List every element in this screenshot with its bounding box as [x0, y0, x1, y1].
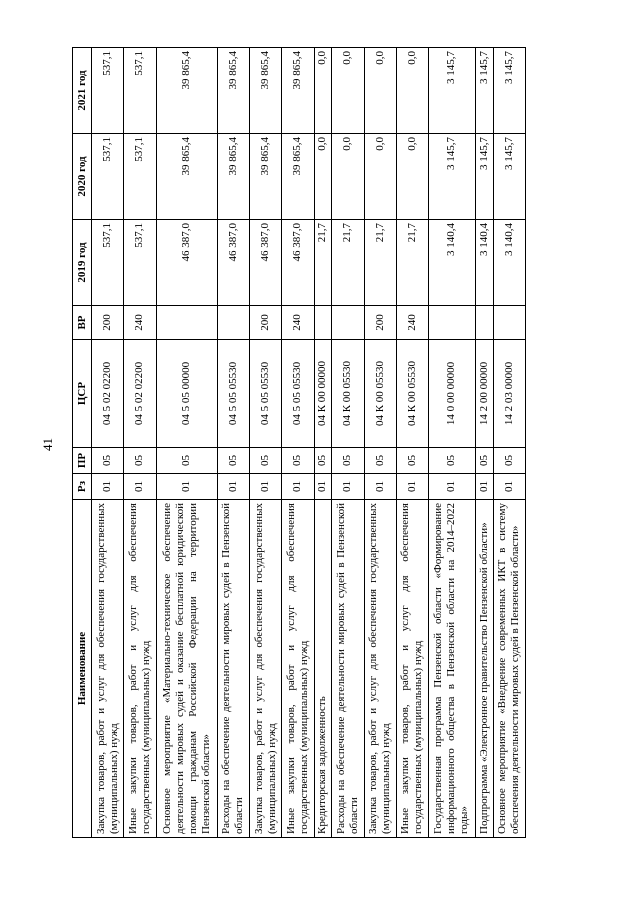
row-name: Основное мероприятие «Внедрение современных ИКТ в систему обеспечения деятельности мировых судей в Пензенской области» [493, 500, 525, 838]
row-pr: 05 [282, 448, 314, 474]
table-row [429, 48, 476, 838]
col-header-2020: 2020 год [73, 134, 92, 220]
row-2020: 0,0 [332, 134, 364, 220]
row-rz: 01 [332, 474, 364, 500]
row-pr: 05 [429, 448, 476, 474]
row-vr [217, 306, 249, 340]
row-name: Иные закупки товаров, работ и услуг для обеспечения государственных (муниципальных) нужд [396, 500, 428, 838]
row-pr: 05 [314, 448, 332, 474]
row-pr: 05 [217, 448, 249, 474]
row-2020: 537,1 [92, 134, 124, 220]
row-2019: 46 387,0 [282, 220, 314, 306]
col-header-rz: Рз [73, 474, 92, 500]
row-rz: 01 [396, 474, 428, 500]
row-2020: 39 865,4 [217, 134, 249, 220]
row-vr [493, 306, 525, 340]
row-2021: 39 865,4 [156, 48, 217, 134]
table-row [217, 48, 249, 838]
row-2021: 0,0 [332, 48, 364, 134]
row-rz: 01 [493, 474, 525, 500]
row-2019: 3 140,4 [429, 220, 476, 306]
page-number: 41 [40, 438, 55, 451]
row-name: Закупка товаров, работ и услуг для обеспечения государственных (муниципальных) нужд [364, 500, 396, 838]
row-2020: 0,0 [364, 134, 396, 220]
row-csr: 04 5 05 05530 [282, 340, 314, 448]
row-pr: 05 [156, 448, 217, 474]
row-name: Расходы на обеспечение деятельности мировых судей в Пензенской области [332, 500, 364, 838]
row-name: Закупка товаров, работ и услуг для обеспечения государственных (муниципальных) нужд [92, 500, 124, 838]
row-vr [475, 306, 493, 340]
row-vr: 240 [282, 306, 314, 340]
table-row [314, 48, 332, 838]
row-name: Кредиторская задолженность [314, 500, 332, 838]
table-row [124, 48, 156, 838]
row-vr [332, 306, 364, 340]
table-row [92, 48, 124, 838]
table-row [156, 48, 217, 838]
row-rz: 01 [92, 474, 124, 500]
row-2020: 0,0 [314, 134, 332, 220]
row-2021: 39 865,4 [250, 48, 282, 134]
row-2019: 21,7 [396, 220, 428, 306]
row-pr: 05 [475, 448, 493, 474]
row-2021: 537,1 [124, 48, 156, 134]
row-2021: 0,0 [314, 48, 332, 134]
row-2021: 537,1 [92, 48, 124, 134]
row-vr [156, 306, 217, 340]
row-pr: 05 [124, 448, 156, 474]
row-csr: 04 5 05 00000 [156, 340, 217, 448]
row-csr: 04 5 05 05530 [217, 340, 249, 448]
row-csr: 04 К 00 05530 [396, 340, 428, 448]
row-csr: 04 5 02 02200 [124, 340, 156, 448]
row-2020: 39 865,4 [250, 134, 282, 220]
row-pr: 05 [332, 448, 364, 474]
col-header-name: Наименование [73, 500, 92, 838]
row-2021: 39 865,4 [282, 48, 314, 134]
row-2019: 46 387,0 [217, 220, 249, 306]
row-2019: 3 140,4 [493, 220, 525, 306]
row-2019: 21,7 [314, 220, 332, 306]
row-rz: 01 [429, 474, 476, 500]
row-rz: 01 [475, 474, 493, 500]
row-vr: 200 [92, 306, 124, 340]
row-2021: 3 145,7 [429, 48, 476, 134]
row-rz: 01 [156, 474, 217, 500]
row-name: Расходы на обеспечение деятельности мировых судей в Пензенской области [217, 500, 249, 838]
row-csr: 14 2 00 00000 [475, 340, 493, 448]
row-rz: 01 [314, 474, 332, 500]
table-row [250, 48, 282, 838]
row-name: Закупка товаров, работ и услуг для обеспечения государственных (муниципальных) нужд [250, 500, 282, 838]
row-pr: 05 [396, 448, 428, 474]
row-name: Подпрограмма «Электронное правительство Пензенской области» [475, 500, 493, 838]
row-pr: 05 [250, 448, 282, 474]
row-2019: 21,7 [364, 220, 396, 306]
row-2021: 3 145,7 [493, 48, 525, 134]
row-2020: 537,1 [124, 134, 156, 220]
row-2019: 537,1 [124, 220, 156, 306]
row-name: Основное мероприятие «Материально-техническое обеспечение деятельности мировых судей и оказание бесплатной юридической помощи гражданам Российской Федерации на территории Пензенской области» [156, 500, 217, 838]
col-header-csr: ЦСР [73, 340, 92, 448]
row-2020: 39 865,4 [156, 134, 217, 220]
header-row [73, 48, 92, 838]
row-vr: 200 [364, 306, 396, 340]
col-header-2019: 2019 год [73, 220, 92, 306]
table-row [282, 48, 314, 838]
row-2020: 0,0 [396, 134, 428, 220]
row-2020: 3 145,7 [429, 134, 476, 220]
row-name: Иные закупки товаров, работ и услуг для обеспечения государственных (муниципальных) нужд [124, 500, 156, 838]
row-2019: 3 140,4 [475, 220, 493, 306]
row-2021: 0,0 [396, 48, 428, 134]
row-2019: 21,7 [332, 220, 364, 306]
col-header-vr: ВР [73, 306, 92, 340]
row-csr: 04 К 00 00000 [314, 340, 332, 448]
row-csr: 14 2 03 00000 [493, 340, 525, 448]
row-2021: 3 145,7 [475, 48, 493, 134]
table-row [364, 48, 396, 838]
budget-table [72, 47, 526, 838]
row-csr: 04 К 00 05530 [364, 340, 396, 448]
row-name: Государственная программа Пензенской области «Формирование информационного общества в Пензенской области на 2014–2022 годы» [429, 500, 476, 838]
row-rz: 01 [282, 474, 314, 500]
table-row [493, 48, 525, 838]
col-header-2021: 2021 год [73, 48, 92, 134]
row-csr: 04 5 02 02200 [92, 340, 124, 448]
row-rz: 01 [250, 474, 282, 500]
row-2020: 3 145,7 [493, 134, 525, 220]
col-header-pr: ПР [73, 448, 92, 474]
row-pr: 05 [493, 448, 525, 474]
row-vr [429, 306, 476, 340]
row-rz: 01 [217, 474, 249, 500]
row-vr [314, 306, 332, 340]
row-name: Иные закупки товаров, работ и услуг для обеспечения государственных (муниципальных) нужд [282, 500, 314, 838]
row-2019: 46 387,0 [156, 220, 217, 306]
row-vr: 200 [250, 306, 282, 340]
row-2019: 537,1 [92, 220, 124, 306]
row-2020: 3 145,7 [475, 134, 493, 220]
table-row [475, 48, 493, 838]
row-rz: 01 [364, 474, 396, 500]
table-row [332, 48, 364, 838]
row-csr: 14 0 00 00000 [429, 340, 476, 448]
row-2021: 39 865,4 [217, 48, 249, 134]
row-csr: 04 5 05 05530 [250, 340, 282, 448]
row-2019: 46 387,0 [250, 220, 282, 306]
row-csr: 04 К 00 05530 [332, 340, 364, 448]
row-rz: 01 [124, 474, 156, 500]
table-row [396, 48, 428, 838]
row-pr: 05 [92, 448, 124, 474]
row-pr: 05 [364, 448, 396, 474]
row-2021: 0,0 [364, 48, 396, 134]
row-2020: 39 865,4 [282, 134, 314, 220]
budget-table-sheet [72, 48, 526, 838]
row-vr: 240 [396, 306, 428, 340]
row-vr: 240 [124, 306, 156, 340]
